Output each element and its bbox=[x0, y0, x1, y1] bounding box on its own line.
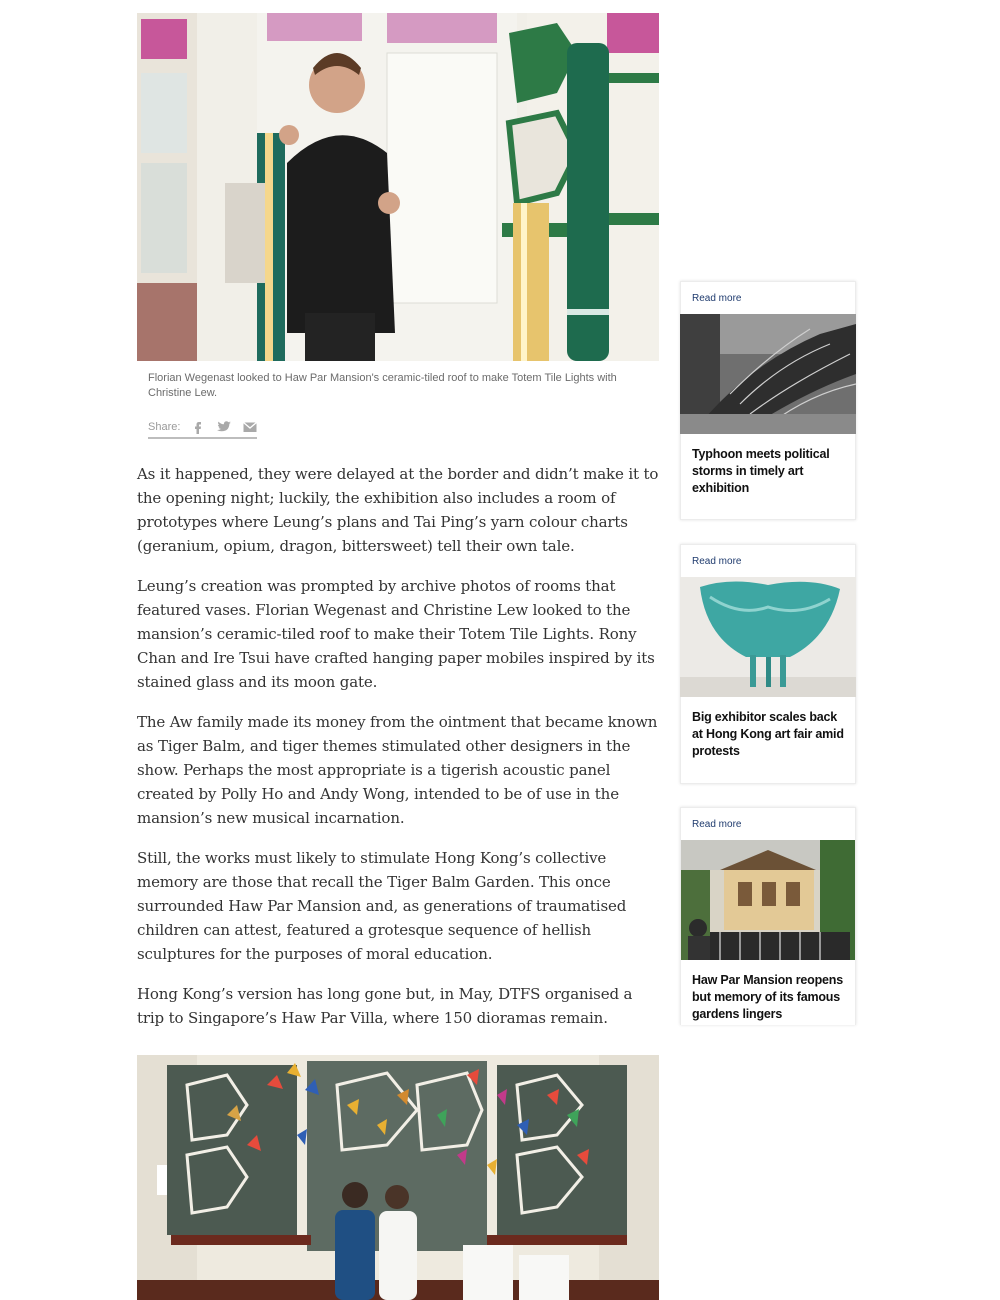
facebook-icon[interactable] bbox=[190, 420, 206, 434]
share-label: Share: bbox=[148, 420, 181, 433]
share-bar bbox=[148, 416, 257, 439]
related-article-headline[interactable]: Typhoon meets political storms in timely art exhibition bbox=[692, 447, 830, 495]
hero-photo bbox=[137, 13, 659, 361]
fallen-tree-image bbox=[680, 314, 856, 434]
email-icon[interactable] bbox=[242, 420, 258, 434]
photo-caption: Florian Wegenast looked to Haw Par Mansion's ceramic-tiled roof to make Totem Tile Lights with Christine Lew. bbox=[148, 372, 617, 399]
haw-par-mansion-image bbox=[680, 840, 856, 960]
read-more-label[interactable]: Read more bbox=[692, 292, 742, 304]
article-paragraph: The Aw family made its money from the ointment that became known as Tiger Balm, and tiger themes stimulated other designers in the show. Perhaps the most appropriate is a tigerish acoustic panel created by Polly Ho and Andy Wong, intended to be of use in the mansion’s new musical incarnation. bbox=[137, 713, 658, 827]
related-article-card[interactable] bbox=[680, 544, 856, 784]
article-paragraph: As it happened, they were delayed at the border and didn’t make it to the opening night; luckily, the exhibition also includes a room of prototypes where Leung’s plans and Tai Ping’s yarn colour charts (geranium, opium, dragon, bittersweet) tell their own tale. bbox=[137, 465, 659, 555]
related-article-headline[interactable]: Big exhibitor scales back at Hong Kong art fair amid protests bbox=[692, 710, 844, 758]
related-article-image[interactable] bbox=[680, 577, 856, 697]
ceramic-sculpture-image bbox=[680, 577, 856, 697]
twitter-icon[interactable] bbox=[216, 420, 232, 434]
related-article-card[interactable] bbox=[680, 807, 856, 1025]
read-more-label[interactable]: Read more bbox=[692, 818, 742, 830]
exhibition-photo-illustration bbox=[137, 1055, 659, 1300]
article-paragraph: Hong Kong’s version has long gone but, in May, DTFS organised a trip to Singapore’s Haw Par Villa, where 150 dioramas remain. bbox=[137, 985, 633, 1027]
article-paragraph: Leung’s creation was prompted by archive photos of rooms that featured vases. Florian Wegenast and Christine Lew looked to the mansion’s ceramic-tiled roof to make their Totem Tile Lights. Rony Chan and Ire Tsui have crafted hanging paper mobiles inspired by its stained glass and its moon gate. bbox=[137, 577, 655, 691]
read-more-label[interactable]: Read more bbox=[692, 555, 742, 567]
hero-photo-illustration bbox=[137, 13, 659, 361]
related-article-card[interactable] bbox=[680, 281, 856, 520]
exhibition-photo bbox=[137, 1055, 659, 1300]
related-article-image[interactable] bbox=[680, 840, 856, 960]
related-article-image[interactable] bbox=[680, 314, 856, 434]
article-body bbox=[137, 462, 661, 1046]
article-paragraph: Still, the works must likely to stimulate Hong Kong’s collective memory are those that recall the Tiger Balm Garden. This once surrounded Haw Par Mansion and, as generations of traumatised children can attest, featured a grotesque sequence of hellish sculptures for the purposes of moral education. bbox=[137, 849, 627, 963]
related-article-headline[interactable]: Haw Par Mansion reopens but memory of its famous gardens lingers bbox=[692, 973, 843, 1021]
